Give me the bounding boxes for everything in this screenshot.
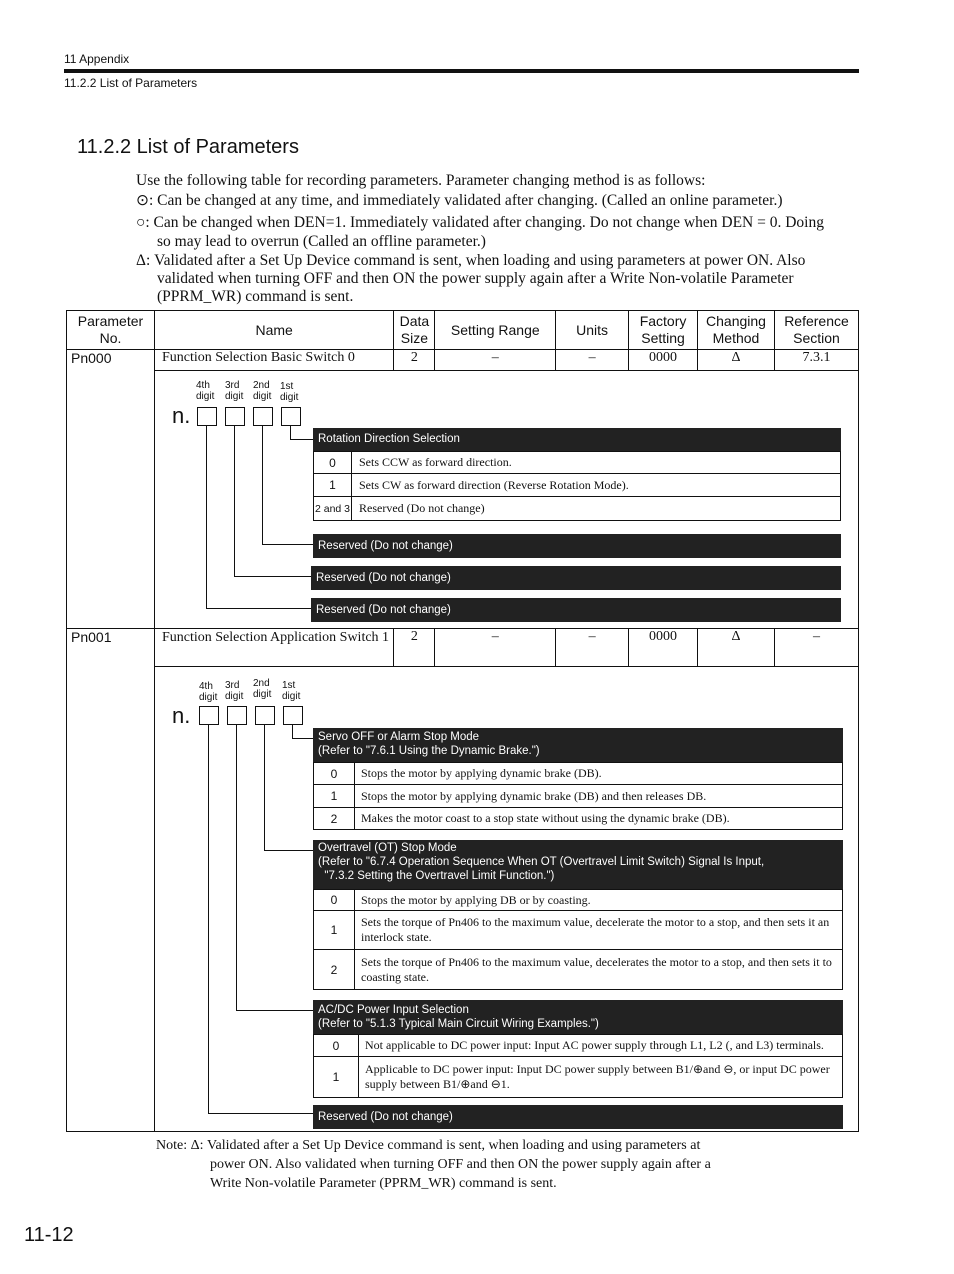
- running-header-chapter: 11 Appendix: [64, 52, 130, 66]
- n-prefix: n.: [172, 403, 191, 428]
- digit-label-4th: 4th digit: [199, 681, 218, 703]
- option-row: 0 Stops the motor by applying dynamic brake (DB).: [313, 762, 843, 785]
- digit-box-3rd: [225, 407, 245, 426]
- note-line: power ON. Also validated when turning OFF and then ON the power supply again after a: [210, 1157, 711, 1172]
- digit-box-1st: [281, 407, 301, 426]
- option-row: 2 Sets the torque of Pn406 to the maximum value, decelerates the motor to a stop, and then sets it to coasting state.: [313, 949, 843, 990]
- col-header-name: Name: [154, 311, 393, 350]
- col-header-param: Parameter No.: [67, 311, 155, 350]
- option-row: 0 Stops the motor by applying DB or by coasting.: [313, 889, 843, 911]
- note-line: Note: Δ: Validated after a Set Up Device command is sent, when loading and using parameters at: [156, 1138, 701, 1153]
- option-row: 1 Applicable to DC power input: Input DC power supply between B1/⊕and ⊖, or input DC power supply between B1/⊕and ⊖1.: [313, 1056, 843, 1098]
- running-header-section: 11.2.2 List of Parameters: [64, 76, 198, 90]
- col-header-range: Setting Range: [435, 311, 556, 350]
- setup-legend-cont: validated when turning OFF and then ON the power supply again after a Write Non-volatile Parameter: [157, 270, 794, 287]
- setup-legend-cont2: (PPRM_WR) command is sent.: [157, 288, 354, 305]
- option-row: 0 Sets CCW as forward direction.: [313, 451, 841, 474]
- digit-box-4th: [197, 407, 217, 426]
- note-line: Write Non-volatile Parameter (PPRM_WR) command is sent.: [210, 1176, 557, 1191]
- digit-label-2nd: 2nd digit: [253, 678, 272, 700]
- table-row: Pn001 Function Selection Application Switch 1 2 – – 0000 Δ –: [67, 629, 859, 667]
- option-row: 2 and 3 Reserved (Do not change): [313, 496, 841, 521]
- digit-label-4th: 4th digit: [196, 380, 215, 402]
- digit-box-1st: [283, 706, 303, 725]
- page-number: 11-12: [24, 1224, 74, 1246]
- offline-legend-cont: so may lead to overrun (Called an offline parameter.): [157, 233, 486, 250]
- col-header-size: Data Size: [394, 311, 435, 350]
- servo-off-title: Servo OFF or Alarm Stop Mode (Refer to "7.6.1 Using the Dynamic Brake."): [313, 728, 843, 762]
- digit-box-2nd: [255, 706, 275, 725]
- digit-label-1st: 1st digit: [280, 381, 299, 403]
- option-row: 1 Sets the torque of Pn406 to the maximum value, decelerate the motor to a stop, and then sets it an interlock state.: [313, 910, 843, 950]
- rotation-direction-title: Rotation Direction Selection: [313, 428, 841, 451]
- n-prefix: n.: [172, 703, 191, 728]
- digit-box-3rd: [227, 706, 247, 725]
- reserved-bar-4th: Reserved (Do not change): [311, 598, 841, 622]
- overtravel-title: Overtravel (OT) Stop Mode (Refer to "6.7.4 Operation Sequence When OT (Overtravel Limit Switch) Signal Is Input, "7.3.2 Setting the Overtravel Limit Function."): [313, 840, 843, 889]
- reserved-bar-2nd: Reserved (Do not change): [313, 534, 841, 558]
- option-row: 0 Not applicable to DC power input: Input AC power supply through L1, L2 (, and L3) terminals.: [313, 1034, 843, 1057]
- digit-label-3rd: 3rd digit: [225, 380, 244, 402]
- ac-dc-title: AC/DC Power Input Selection (Refer to "5.1.3 Typical Main Circuit Wiring Examples."): [313, 1000, 843, 1034]
- table-row: Pn000 Function Selection Basic Switch 0 2 – – 0000 Δ 7.3.1: [67, 350, 859, 371]
- offline-legend: ○: Can be changed when DEN=1. Immediately validated after changing. Do not change when DEN = 0. Doing: [136, 214, 824, 231]
- digit-box-4th: [199, 706, 219, 725]
- col-header-ref: Reference Section: [774, 311, 858, 350]
- option-row: 1 Sets CW as forward direction (Reverse Rotation Mode).: [313, 473, 841, 497]
- digit-box-2nd: [253, 407, 273, 426]
- header-rule: [64, 69, 859, 73]
- section-title: 11.2.2 List of Parameters: [77, 136, 299, 158]
- intro-line: Use the following table for recording parameters. Parameter changing method is as follows:: [136, 172, 706, 189]
- digit-label-2nd: 2nd digit: [253, 380, 272, 402]
- option-row: 1 Stops the motor by applying dynamic brake (DB) and then releases DB.: [313, 784, 843, 808]
- table-header-row: [67, 311, 859, 350]
- col-header-method: Changing Method: [698, 311, 775, 350]
- setup-legend: Δ: Validated after a Set Up Device command is sent, when loading and using parameters at power ON. Also: [136, 252, 806, 269]
- digit-label-1st: 1st digit: [282, 680, 301, 702]
- col-header-factory: Factory Setting: [629, 311, 698, 350]
- reserved-bar-4th: Reserved (Do not change): [313, 1105, 843, 1129]
- reserved-bar-3rd: Reserved (Do not change): [311, 566, 841, 590]
- digit-label-3rd: 3rd digit: [225, 680, 244, 702]
- col-header-units: Units: [556, 311, 629, 350]
- option-row: 2 Makes the motor coast to a stop state without using the dynamic brake (DB).: [313, 807, 843, 830]
- online-legend: ⊙: Can be changed at any time, and immediately validated after changing. (Called an online parameter.): [136, 192, 783, 209]
